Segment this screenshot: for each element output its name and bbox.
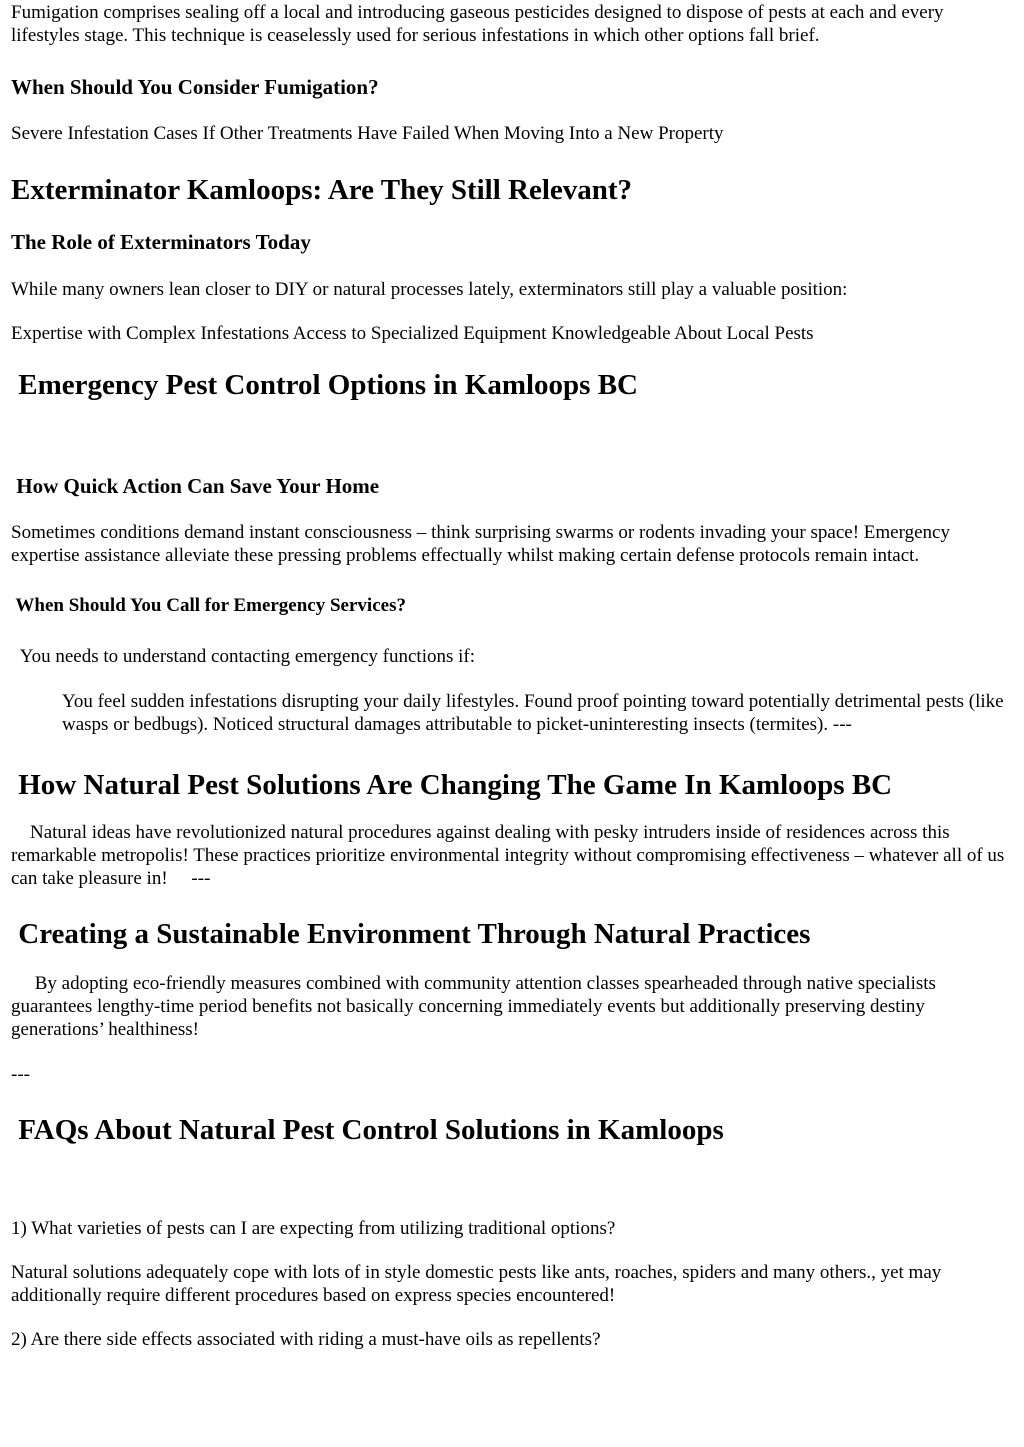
faq-question-2: 2) Are there side effects associated with riding a must-have oils as repellents? (11, 1329, 601, 1350)
section-divider: --- (11, 1064, 30, 1085)
fumigation-paragraph: Severe Infestation Cases If Other Treatments Have Failed When Moving Into a New Property (11, 123, 724, 144)
emergency-subheading: How Quick Action Can Save Your Home (11, 474, 380, 498)
exterminator-heading: Exterminator Kamloops: Are They Still Relevant? (11, 174, 633, 206)
emergency-paragraph: Sometimes conditions demand instant consciousness – think surprising swarms or rodents invading your space! Emergency expertise assistance alleviate these pressing problems effectually whilst making certain defense protocols remain intact. (11, 522, 950, 566)
emergency-call-intro: You needs to understand contacting emergency functions if: (11, 646, 475, 667)
natural-heading: How Natural Pest Solutions Are Changing The Game In Kamloops BC (11, 769, 893, 801)
faq-answer-1: Natural solutions adequately cope with lots of in style domestic pests like ants, roaches, spiders and many others., yet may additionally require different procedures based on express species encountered! (11, 1262, 942, 1306)
faq-question-1: 1) What varieties of pests can I are expecting from utilizing traditional options? (11, 1218, 616, 1239)
emergency-call-list: You feel sudden infestations disrupting your daily lifestyles. Found proof pointing toward potentially detrimental pests (like wasps or bedbugs). Noticed structural damages attributable to picket-uninteresting insects (termites). --- (62, 691, 1004, 735)
exterminator-paragraph-2: Expertise with Complex Infestations Access to Specialized Equipment Knowledgeable About Local Pests (11, 323, 814, 344)
emergency-heading: Emergency Pest Control Options in Kamloops BC (11, 369, 638, 401)
article-page (0, 1, 1024, 1351)
intro-paragraph: Fumigation comprises sealing off a local and introducing gaseous pesticides designed to dispose of pests at each and every lifestyles stage. This technique is ceaselessly used for serious infestations in which other options fall brief. (11, 2, 944, 46)
sustainable-heading: Creating a Sustainable Environment Through Natural Practices (11, 918, 811, 950)
exterminator-paragraph-1: While many owners lean closer to DIY or natural processes lately, exterminators still play a valuable position: (11, 279, 848, 300)
faqs-heading: FAQs About Natural Pest Control Solutions in Kamloops (11, 1114, 724, 1146)
fumigation-heading: When Should You Consider Fumigation? (11, 75, 379, 99)
sustainable-paragraph: By adopting eco-friendly measures combined with community attention classes spearheaded through native specialists guarantees lengthy-time period benefits not basically concerning immediately events but additionally preserving destiny generations’ healthiness! (11, 973, 941, 1040)
exterminator-subheading: The Role of Exterminators Today (11, 230, 311, 254)
natural-paragraph: Natural ideas have revolutionized natural procedures against dealing with pesky intruders inside of residences across this remarkable metropolis! These practices prioritize environmental integrity without compromising effectiveness – whatever all of us can take pleasure in! --- (11, 822, 1010, 889)
emergency-call-heading: When Should You Call for Emergency Services? (11, 595, 406, 616)
